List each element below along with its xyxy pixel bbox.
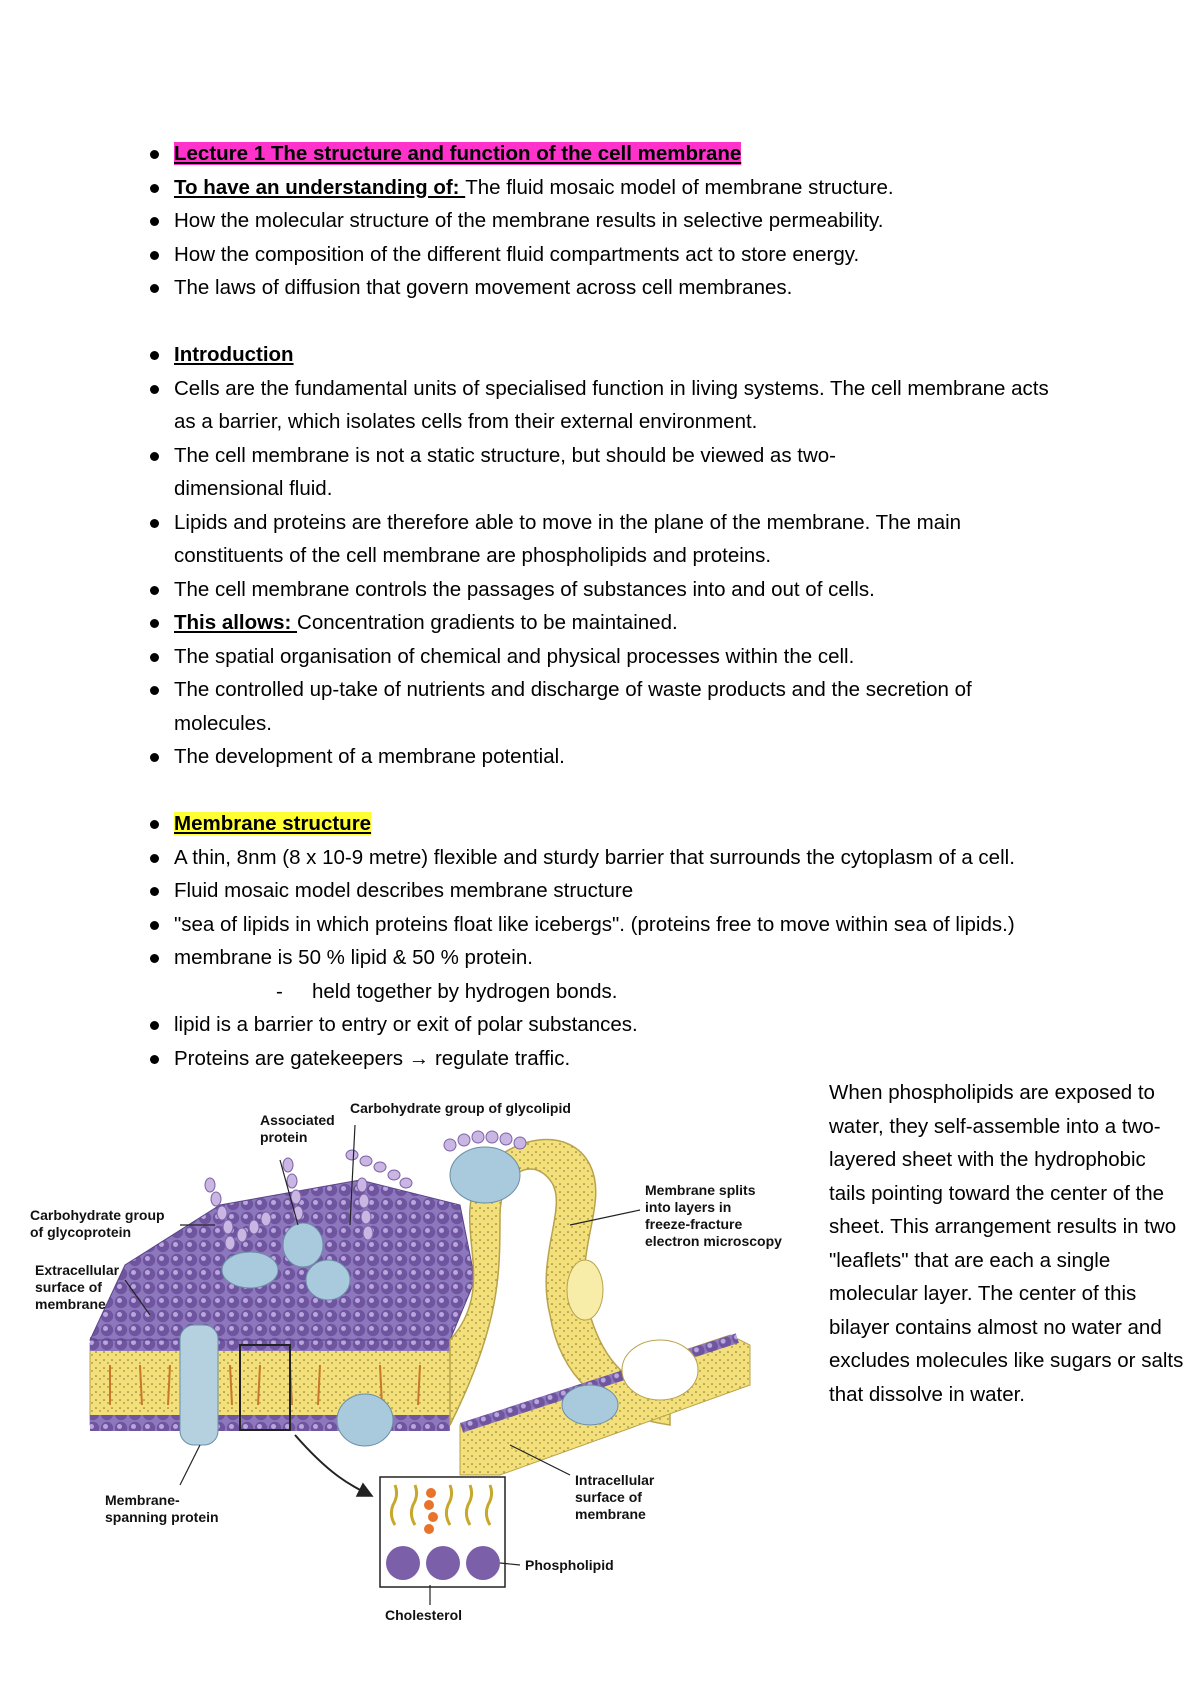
bullet-icon	[150, 284, 159, 293]
label-intracellular-3: membrane	[575, 1506, 646, 1522]
label-spanning-2: spanning protein	[105, 1509, 219, 1525]
list-item-text: lipid is a barrier to entry or exit of polar substances.	[174, 1013, 638, 1036]
inner-protein	[337, 1394, 393, 1446]
list-item-text: Cells are the fundamental units of specialised function in living systems. The cell membrane acts as a barrier, which isolates cells from their external environment.	[174, 376, 1049, 433]
bullet-icon	[150, 184, 159, 193]
list-item-text: Lipids and proteins are therefore able to move in the plane of the membrane. The main constituents of the cell membrane are phospholipids and proteins.	[174, 510, 962, 567]
introduction-heading: Introduction	[174, 343, 294, 366]
bullet-icon	[150, 753, 159, 762]
phospholipid-head	[426, 1546, 460, 1580]
extracellular-surface	[90, 1180, 475, 1340]
list-item-text: The cell membrane controls the passages of substances into and out of cells.	[174, 577, 875, 601]
list-item-text: A thin, 8nm (8 x 10-9 metre) flexible and sturdy barrier that surrounds the cytoplasm of a cell.	[174, 845, 1015, 869]
bullet-icon	[150, 351, 159, 360]
list-item-text: The cell membrane is not a static structure, but should be viewed as two-dimensional fluid.	[174, 443, 837, 500]
curl-protein	[450, 1147, 520, 1203]
sub-list-item	[148, 975, 1188, 1009]
label-extracellular-2: surface of	[35, 1279, 102, 1295]
list-item	[148, 640, 1188, 674]
label-splits-3: freeze-fracture	[645, 1216, 743, 1232]
introduction-heading-row	[148, 338, 1188, 372]
label-phospholipid: Phospholipid	[525, 1557, 614, 1573]
membrane-diagram	[30, 1085, 820, 1655]
understanding-text: The fluid mosaic model of membrane structure.	[465, 175, 894, 199]
label-extracellular-1: Extracellular	[35, 1262, 120, 1278]
label-spanning-1: Membrane-	[105, 1492, 180, 1508]
allows-row	[148, 606, 1188, 640]
label-carb-glycolipid: Carbohydrate group of glycolipid	[350, 1100, 571, 1116]
list-item-text: The development of a membrane potential.	[174, 745, 565, 768]
sub-list-item-text: held together by hydrogen bonds.	[312, 979, 618, 1003]
allows-label: This allows:	[174, 611, 298, 634]
label-carb-glycoprotein-1: Carbohydrate group	[30, 1207, 165, 1223]
phospholipid-head	[466, 1546, 500, 1580]
associated-protein	[283, 1223, 323, 1267]
phospholipid-head	[386, 1546, 420, 1580]
lower-slab-protein	[562, 1385, 618, 1425]
bullet-icon	[150, 854, 159, 863]
list-item	[148, 841, 1188, 875]
list-item	[148, 908, 1188, 942]
list-item-text: How the molecular structure of the membrane results in selective permeability.	[174, 209, 884, 232]
bullet-icon	[150, 887, 159, 896]
bullet-icon	[150, 686, 159, 695]
list-item	[148, 372, 1054, 439]
bullet-icon	[150, 519, 159, 528]
list-item	[148, 271, 1188, 305]
list-item-text: Proteins are gatekeepers → regulate traffic.	[174, 1046, 571, 1070]
list-item-text: "sea of lipids in which proteins float like icebergs". (proteins free to move within sea of lipids.)	[174, 912, 1015, 936]
bullet-icon	[150, 217, 159, 226]
membrane-heading-row	[148, 807, 1188, 841]
surface-protein	[222, 1252, 278, 1288]
bullet-icon	[150, 251, 159, 260]
lecture-title-row	[148, 137, 1188, 171]
lecture-block	[148, 137, 1188, 1075]
list-item	[148, 238, 1188, 272]
list-item	[148, 941, 1188, 975]
list-item-text: The spatial organisation of chemical and physical processes within the cell.	[174, 644, 855, 668]
associated-protein	[306, 1260, 350, 1300]
list-item-text: Fluid mosaic model describes membrane structure	[174, 879, 634, 902]
membrane-spanning-protein	[180, 1325, 218, 1445]
dash-marker: -	[276, 979, 283, 1003]
bullet-icon	[150, 921, 159, 930]
bullet-icon	[150, 653, 159, 662]
label-carb-glycoprotein-2: of glycoprotein	[30, 1224, 132, 1240]
list-item	[148, 506, 1054, 573]
list-item	[148, 439, 914, 506]
label-cholesterol: Cholesterol	[385, 1607, 463, 1623]
bullet-icon	[150, 619, 159, 628]
bullet-icon	[150, 452, 159, 461]
label-associated-protein-1: Associated	[260, 1112, 335, 1128]
list-item-text: membrane is 50 % lipid & 50 % protein.	[174, 946, 533, 969]
list-item	[148, 573, 1188, 607]
list-item-text: The controlled up-take of nutrients and discharge of waste products and the secretion of molecules.	[174, 678, 972, 735]
side-paragraph: When phospholipids are exposed to water, they self-assemble into a two-layered sheet with the hydrophobic tails pointing toward the center of the sheet. This arrangement results in two "leaflets" that are each a single molecular layer. The center of this bilayer contains almost no water and excludes molecules like sugars or salts that dissolve in water.	[829, 1081, 1184, 1406]
label-splits-2: into layers in	[645, 1199, 732, 1215]
list-item-text: The laws of diffusion that govern movement across cell membranes.	[174, 276, 793, 299]
understanding-row	[148, 171, 1188, 205]
label-intracellular-1: Intracellular	[575, 1472, 655, 1488]
bullet-icon	[150, 150, 159, 159]
membrane-heading: Membrane structure	[174, 812, 372, 835]
bullet-icon	[150, 954, 159, 963]
label-associated-protein-2: protein	[260, 1129, 308, 1145]
list-item	[148, 1008, 1188, 1042]
list-item	[148, 1042, 1188, 1076]
understanding-label: To have an understanding of:	[174, 175, 466, 199]
bullet-icon	[150, 1055, 159, 1064]
allows-text: Concentration gradients to be maintained.	[297, 611, 678, 634]
bullet-icon	[150, 586, 159, 595]
label-splits-4: electron microscopy	[645, 1233, 782, 1249]
lecture-title: Lecture 1 The structure and function of the cell membrane	[174, 142, 742, 165]
list-item	[148, 740, 1188, 774]
bullet-icon	[150, 1021, 159, 1030]
list-item	[148, 204, 1188, 238]
label-splits-1: Membrane splits	[645, 1182, 756, 1198]
bullet-icon	[150, 820, 159, 829]
label-extracellular-3: membrane	[35, 1296, 106, 1312]
bilayer-slab	[90, 1337, 450, 1431]
list-item-text: How the composition of the different fluid compartments act to store energy.	[174, 242, 860, 266]
bullet-icon	[150, 385, 159, 394]
list-item	[148, 673, 1004, 740]
list-item	[148, 874, 1188, 908]
label-intracellular-2: surface of	[575, 1489, 642, 1505]
